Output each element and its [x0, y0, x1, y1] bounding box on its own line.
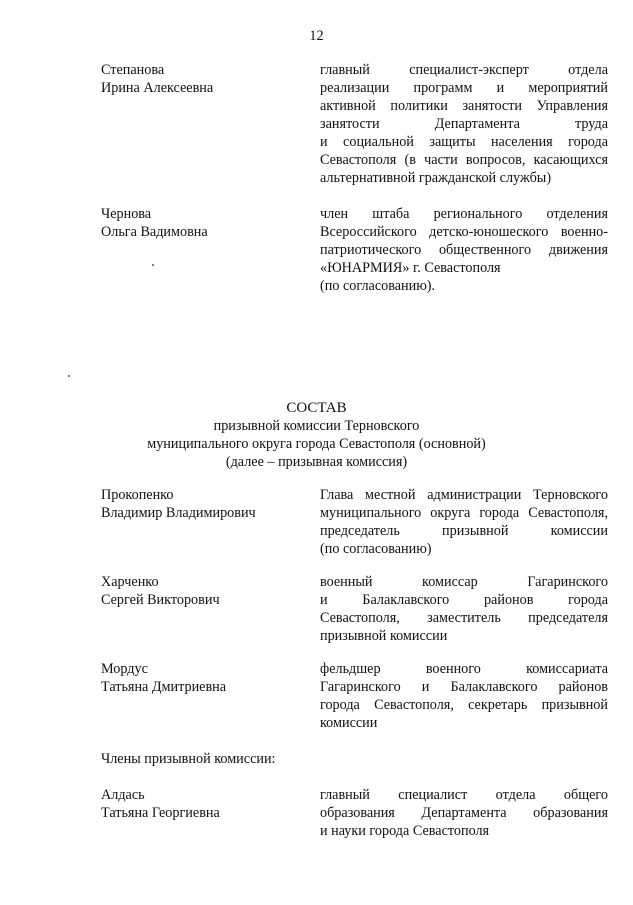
position-line: города Севастополя, секретарь призывной — [320, 697, 608, 713]
members-label: Члены призывной комиссии: — [101, 751, 276, 767]
surname: Степанова — [101, 62, 165, 78]
position-line: Всероссийского детско-юношеского военно- — [320, 224, 608, 240]
given-names: Ирина Алексеевна — [101, 80, 214, 96]
position-line: комиссии — [320, 715, 378, 731]
position-line: Севастополя (в части вопросов, касающихся — [320, 152, 608, 168]
scan-speck — [68, 375, 70, 377]
position-line: председатель призывной комиссии — [320, 523, 608, 539]
position-line: патриотического общественного движения — [320, 242, 608, 258]
position-line: призывной комиссии — [320, 628, 448, 644]
heading-line: муниципального округа города Севастополя (основной) — [147, 436, 486, 452]
person-name — [101, 660, 301, 696]
position-line: и науки города Севастополя — [320, 823, 490, 839]
position-line: фельдшер военного комиссариата — [320, 661, 608, 677]
heading-title: СОСТАВ — [286, 400, 347, 416]
person-name — [101, 786, 301, 822]
position-line: Гагаринского и Балаклавского районов — [320, 679, 608, 695]
person-position — [320, 61, 608, 187]
heading-line: призывной комиссии Терновского — [213, 418, 420, 434]
position-line: главный специалист-эксперт отдела — [320, 62, 608, 78]
position-line: военный комиссар Гагаринского — [320, 574, 608, 590]
position-line: (по согласованию). — [320, 278, 436, 294]
position-line: муниципального округа города Севастополя, — [320, 505, 608, 521]
person-position — [320, 786, 608, 840]
person-name — [101, 573, 301, 609]
given-names: Татьяна Георгиевна — [101, 805, 220, 821]
position-line: и Балаклавского районов города — [320, 592, 608, 608]
given-names: Сергей Викторович — [101, 592, 220, 608]
position-line: альтернативной гражданской службы) — [320, 170, 552, 186]
surname: Прокопенко — [101, 487, 174, 503]
surname: Чернова — [101, 206, 152, 222]
position-line: «ЮНАРМИЯ» г. Севастополя — [320, 260, 501, 276]
position-line: и социальной защиты населения города — [320, 134, 608, 150]
person-position — [320, 573, 608, 645]
heading-line: (далее – призывная комиссия) — [225, 454, 408, 470]
given-names: Владимир Владимирович — [101, 505, 256, 521]
scan-speck — [152, 264, 154, 266]
person-name — [101, 205, 301, 241]
person-position — [320, 205, 608, 295]
surname: Харченко — [101, 574, 159, 590]
position-line: образования Департамента образования — [320, 805, 608, 821]
position-line: реализации программ и мероприятий — [320, 80, 608, 96]
person-position — [320, 486, 608, 558]
position-line: Севастополя, заместитель председателя — [320, 610, 608, 626]
surname: Мордус — [101, 661, 148, 677]
position-line: активной политики занятости Управления — [320, 98, 608, 114]
person-name — [101, 486, 301, 522]
position-line: Глава местной администрации Терновского — [320, 487, 608, 503]
person-position — [320, 660, 608, 732]
given-names: Ольга Вадимовна — [101, 224, 208, 240]
surname: Алдась — [101, 787, 145, 803]
position-line: главный специалист отдела общего — [320, 787, 608, 803]
position-line: член штаба регионального отделения — [320, 206, 608, 222]
position-line: (по согласованию) — [320, 541, 432, 557]
section-heading — [0, 399, 633, 471]
given-names: Татьяна Дмитриевна — [101, 679, 227, 695]
page-number: 12 — [309, 28, 324, 44]
position-line: занятости Департамента труда — [320, 116, 608, 132]
person-name — [101, 61, 301, 97]
